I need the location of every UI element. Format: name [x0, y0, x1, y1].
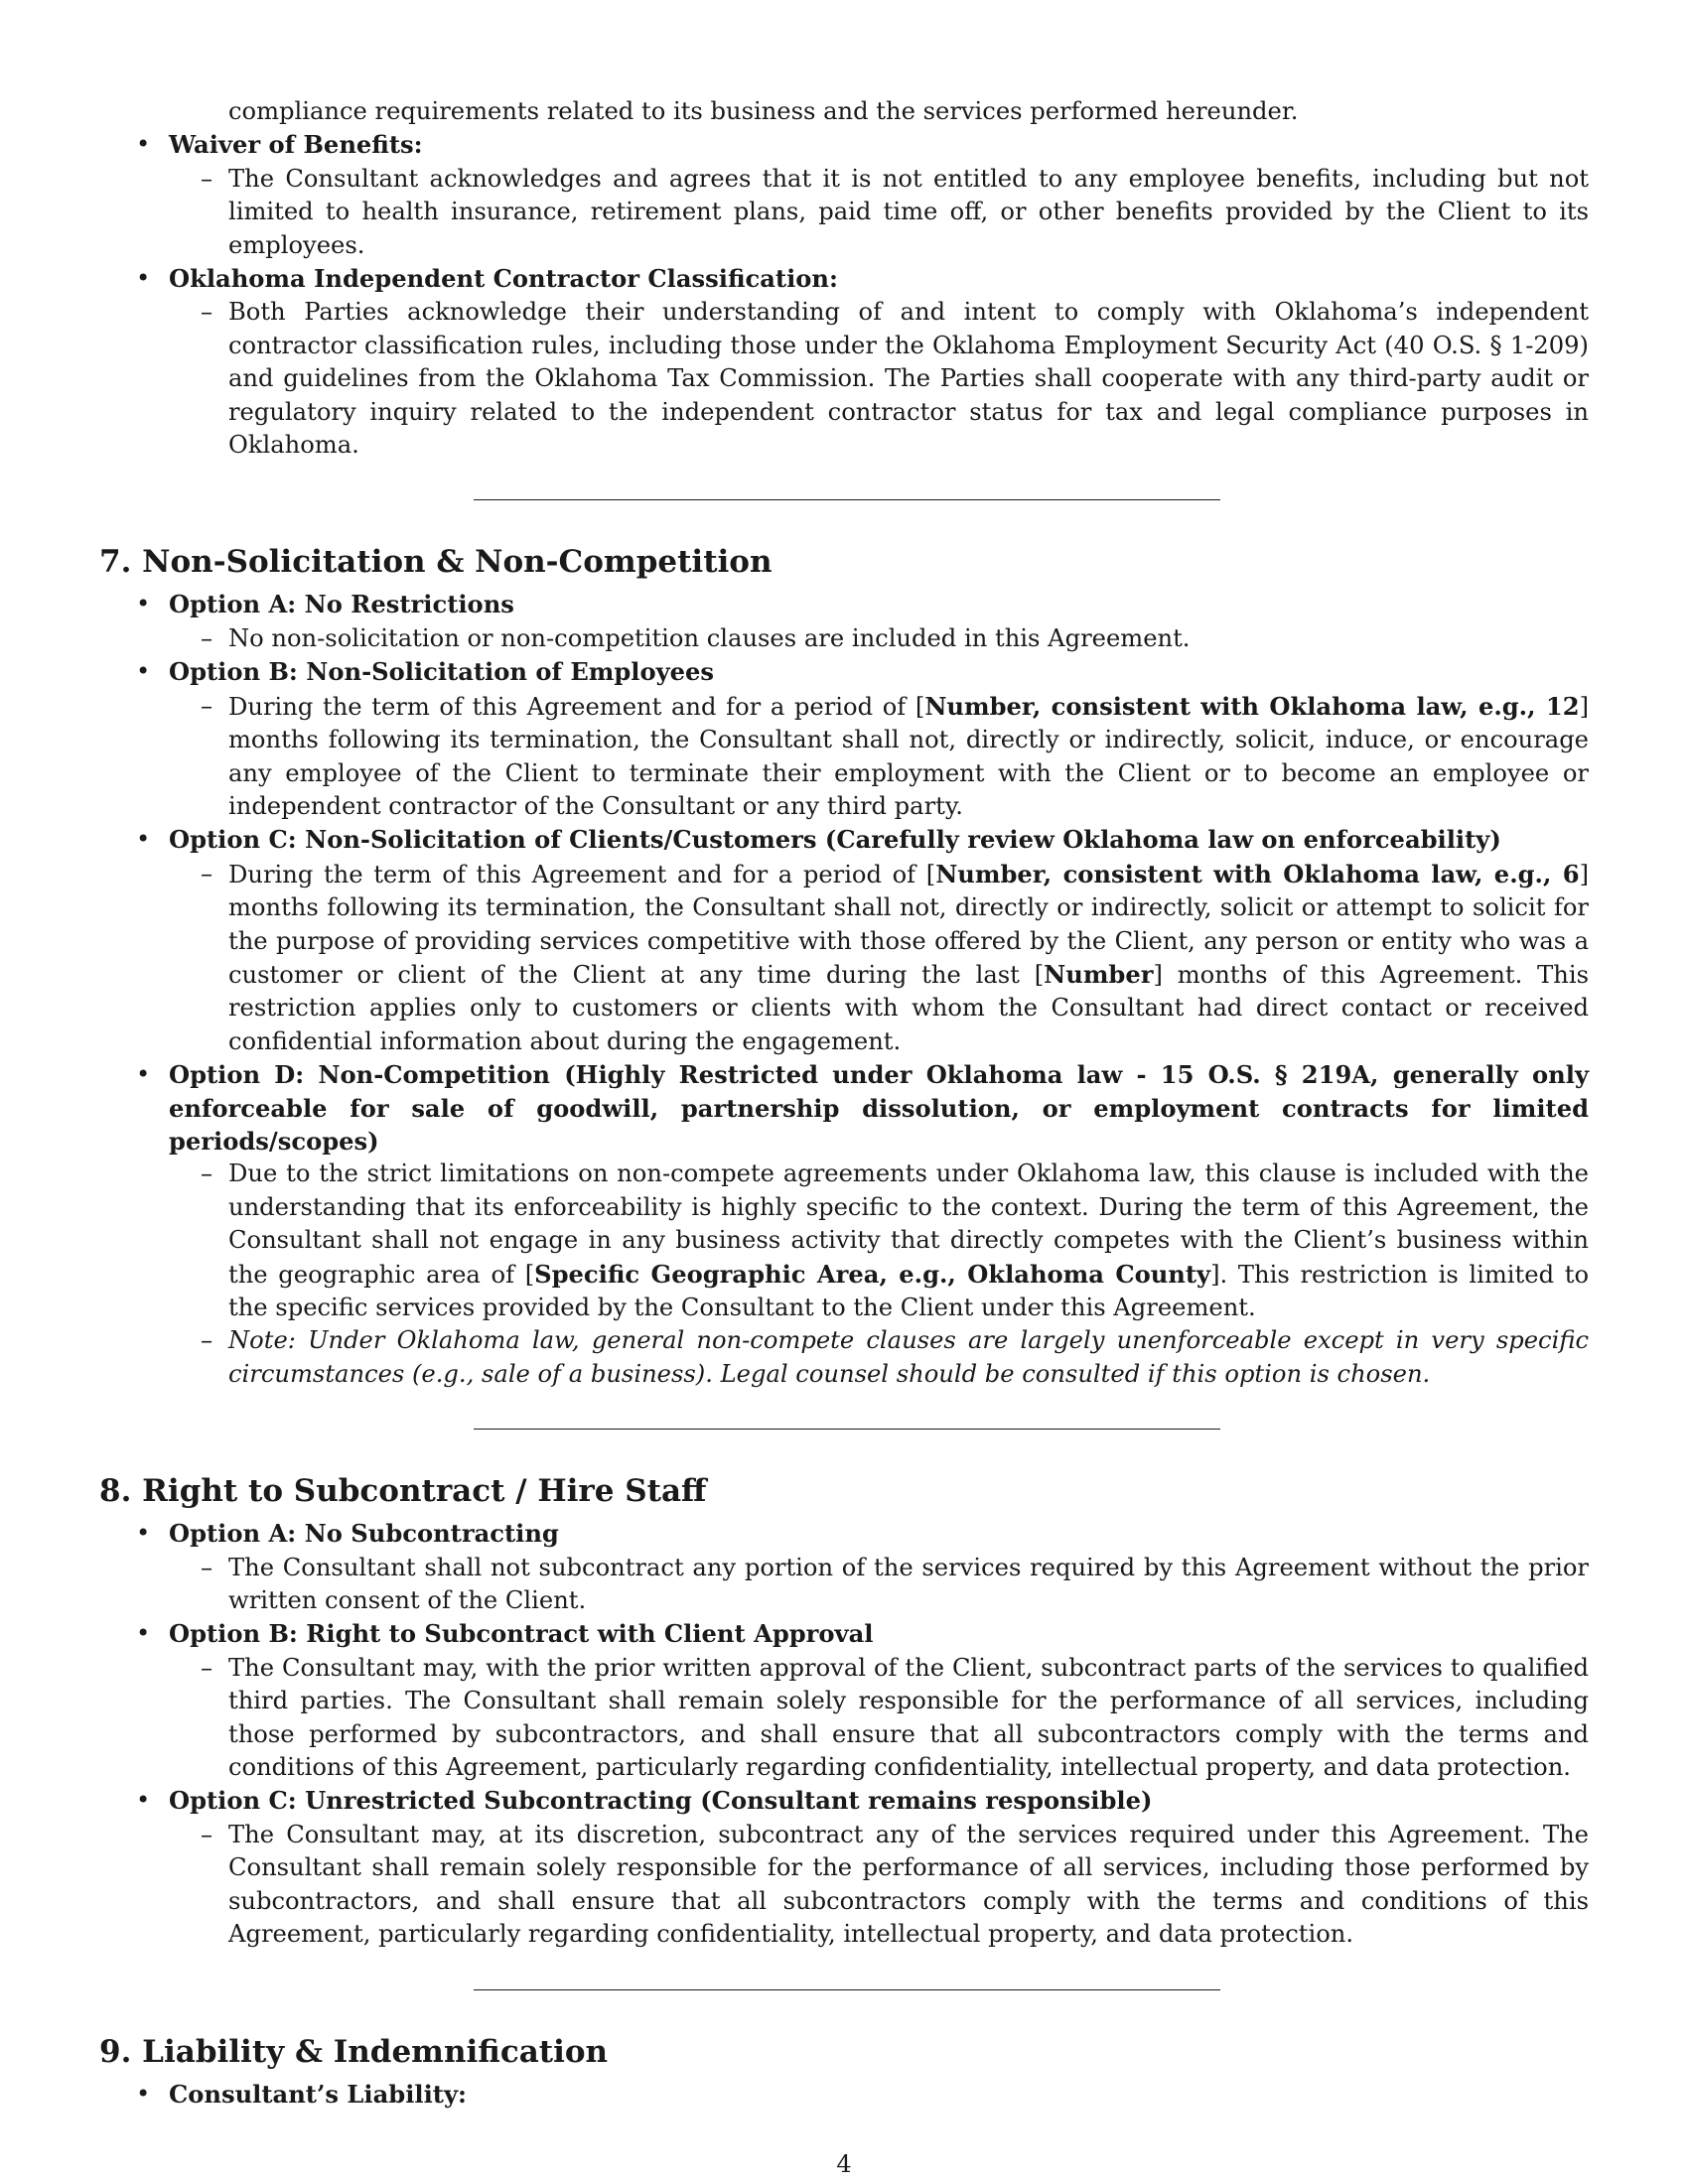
- item-label: Option B: Non-Solicitation of Employees: [169, 657, 715, 687]
- section-divider: [474, 499, 1220, 500]
- section-7-heading: 7. Non-Solicitation & Non-Competition: [99, 544, 773, 581]
- item-label: Option A: No Restrictions: [169, 590, 514, 619]
- list-item: [99, 262, 1589, 462]
- item-label: Waiver of Benefits:: [169, 130, 423, 160]
- section-8-list: [99, 1517, 1589, 1951]
- placeholder-text: Number, consistent with Oklahoma law, e.g., 6: [935, 859, 1580, 888]
- list-item: [99, 1617, 1589, 1784]
- item-label: Option B: Right to Subcontract with Client Approval: [169, 1619, 874, 1649]
- sub-item: – No non-solicitation or non-competition clauses are included in this Agreement.: [169, 622, 1589, 655]
- sub-item: – During the term of this Agreement and for a period of [Number, consistent with Oklahoma law, e.g., 12] months following its termination, the Consultant shall not, directly or indirectly, solicit, induce, or encourage any employee of the Client to terminate their employment with the Client or to become an employee or independent contractor of the Consultant or any third party.: [169, 690, 1589, 824]
- placeholder-text: Number, consistent with Oklahoma law, e.g., 12: [924, 691, 1580, 721]
- item-label: Consultant’s Liability:: [169, 2079, 467, 2109]
- item-label: Option A: No Subcontracting: [169, 1519, 559, 1549]
- placeholder-text: Specific Geographic Area, e.g., Oklahoma County: [534, 1259, 1211, 1289]
- page-number: 4: [836, 2150, 852, 2178]
- continued-text: compliance requirements related to its business and the services performed hereunder.: [228, 97, 1299, 125]
- section-divider: [474, 1989, 1220, 1990]
- list-item: [99, 1784, 1589, 1951]
- section-9-list: [99, 2078, 1589, 2112]
- placeholder-text: Number: [1044, 959, 1154, 989]
- section-7-list: [99, 588, 1589, 1391]
- section-9-heading: 9. Liability & Indemnification: [99, 2033, 609, 2070]
- sub-item: – Due to the strict limitations on non-compete agreements under Oklahoma law, this clause is included with the understanding that its enforceability is highly specific to the context. During the term of this Agreement, the Consultant shall not engage in any business activity that directly competes with the Client’s business within the geographic area of [Specific Geographic Area, e.g., Oklahoma County]. This restriction is limited to the specific services provided by the Consultant to the Client under this Agreement.: [169, 1158, 1589, 1324]
- list-item: [99, 1058, 1589, 1391]
- section-divider: [474, 1429, 1220, 1430]
- sub-item: – The Consultant may, at its discretion, subcontract any of the services required under this Agreement. The Consultant shall remain solely responsible for the performance of all services, including those performed by subcontractors, and shall ensure that all subcontractors comply with the terms and conditions of this Agreement, particularly regarding confidentiality, intellectual property, and data protection.: [169, 1819, 1589, 1952]
- sub-item: – During the term of this Agreement and for a period of [Number, consistent with Oklahoma law, e.g., 6] months following its termination, the Consultant shall not, directly or indirectly, solicit or attempt to solicit for the purpose of providing services competitive with those offered by the Client, any person or entity who was a customer or client of the Client at any time during the last [Number] months of this Agreement. This restriction applies only to customers or clients with whom the Consultant had direct contact or received confidential information about during the engagement.: [169, 858, 1589, 1058]
- item-label: Option C: Unrestricted Subcontracting (Consultant remains responsible): [169, 1786, 1153, 1816]
- sub-item: – The Consultant shall not subcontract any portion of the services required by this Agreement without the prior written consent of the Client.: [169, 1552, 1589, 1618]
- list-item: [99, 823, 1589, 1058]
- list-item: [99, 128, 1589, 262]
- sub-item: – The Consultant acknowledges and agrees that it is not entitled to any employee benefits, including but not limited to health insurance, retirement plans, paid time off, or other benefits provided by the Client to its employees.: [169, 163, 1589, 262]
- note-item: – Note: Under Oklahoma law, general non-compete clauses are largely unenforceable except in very specific circumstances (e.g., sale of a business). Legal counsel should be consulted if this option is chosen.: [169, 1324, 1589, 1391]
- document-page: [99, 95, 1589, 2112]
- section-6-list: [99, 128, 1589, 462]
- section-8-heading: 8. Right to Subcontract / Hire Staff: [99, 1473, 707, 1510]
- list-item: [99, 1517, 1589, 1617]
- sub-item: – Both Parties acknowledge their understanding of and intent to comply with Oklahoma’s independent contractor classification rules, including those under the Oklahoma Employment Security Act (40 O.S. § 1-209) and guidelines from the Oklahoma Tax Commission. The Parties shall cooperate with any third-party audit or regulatory inquiry related to the independent contractor status for tax and legal compliance purposes in Oklahoma.: [169, 296, 1589, 462]
- item-label: • Option D: Non-Competition (Highly Restricted under Oklahoma law - 15 O.S. § 219A, generally only enforceable for sale of goodwill, partnership dissolution, or employment contracts for limited periods/scopes): [169, 1060, 1589, 1156]
- item-label: Oklahoma Independent Contractor Classification:: [169, 264, 838, 294]
- list-item: [99, 2078, 1589, 2112]
- list-item: [99, 588, 1589, 655]
- list-item: [99, 655, 1589, 823]
- sub-item: – The Consultant may, with the prior written approval of the Client, subcontract parts of the services to qualified third parties. The Consultant shall remain solely responsible for the performance of all services, including those performed by subcontractors, and shall ensure that all subcontractors comply with the terms and conditions of this Agreement, particularly regarding confidentiality, intellectual property, and data protection.: [169, 1652, 1589, 1785]
- item-label: Option C: Non-Solicitation of Clients/Customers (Carefully review Oklahoma law on enforceability): [169, 825, 1501, 855]
